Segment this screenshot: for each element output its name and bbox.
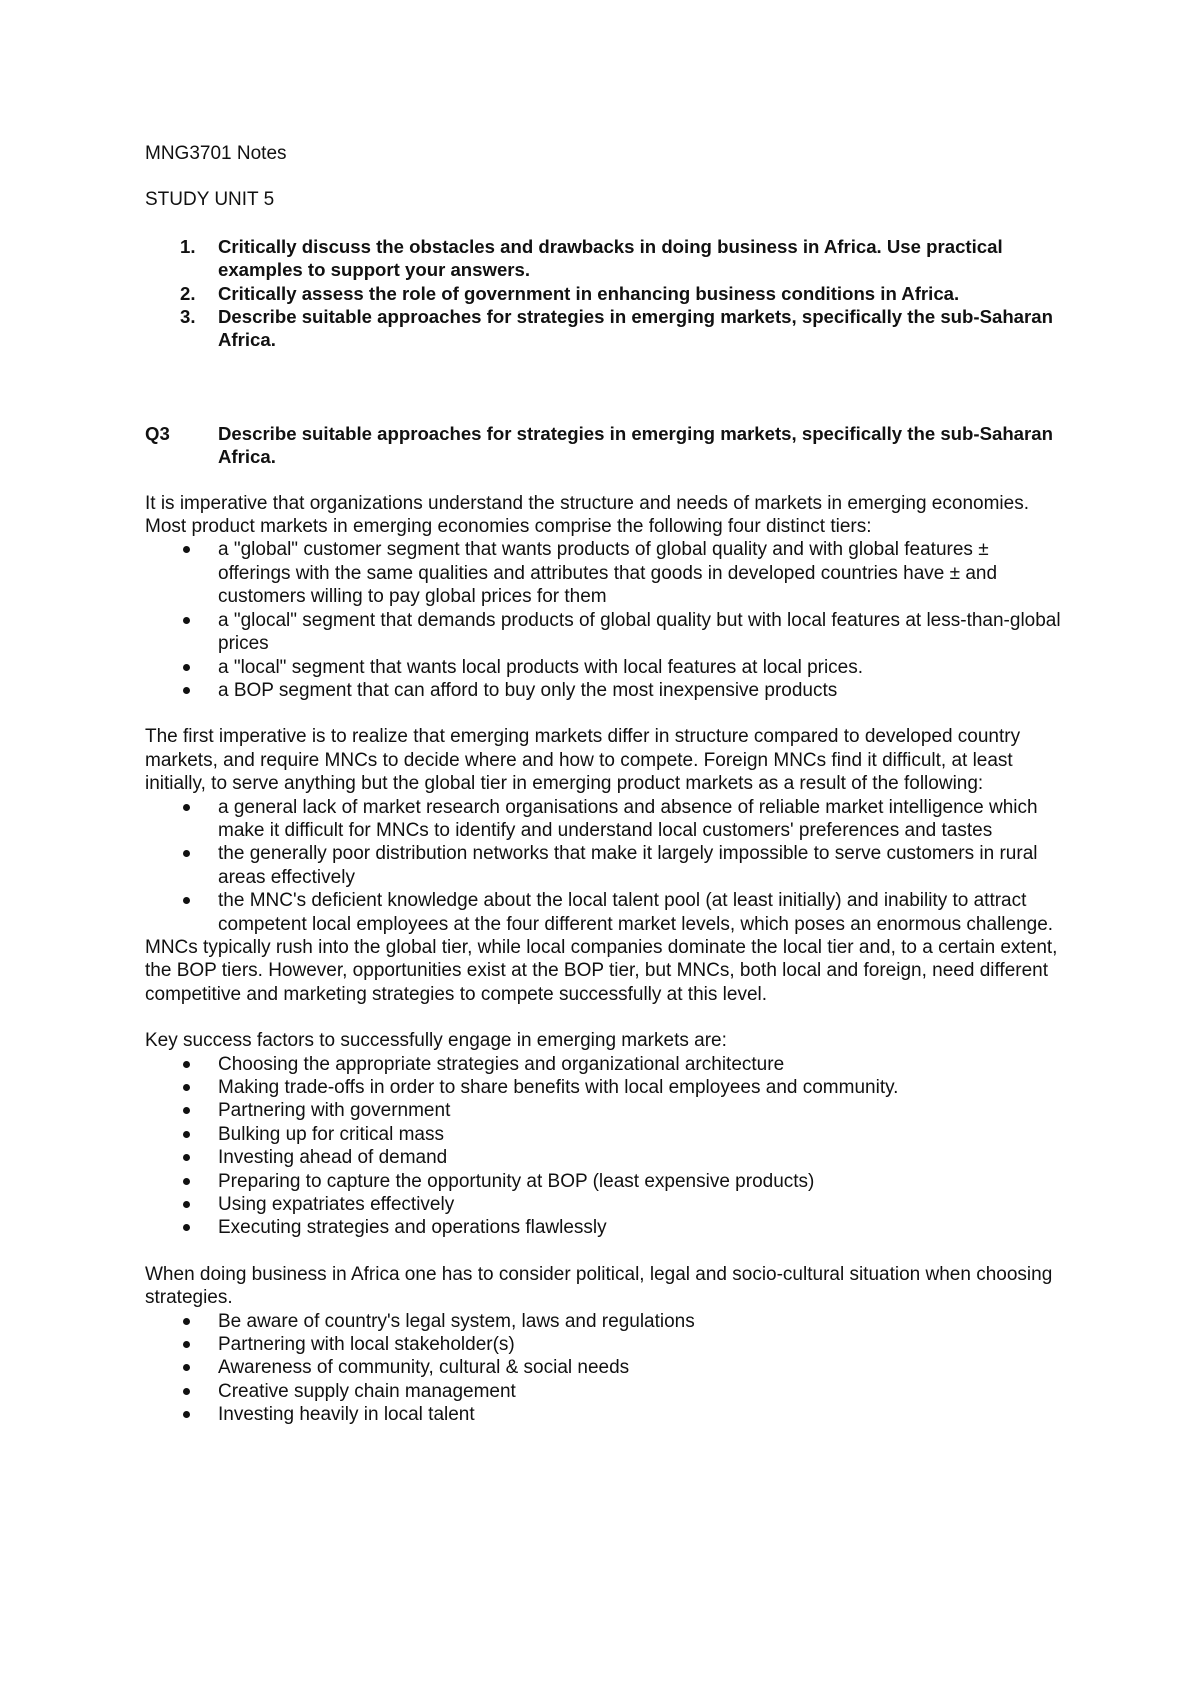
list-item — [145, 656, 1065, 679]
spacer — [145, 212, 1065, 235]
list-item — [145, 1053, 1065, 1076]
bullet-icon — [183, 850, 190, 857]
list-item — [145, 889, 1065, 936]
spacer — [145, 352, 1065, 422]
list-item-text: a BOP segment that can afford to buy only the most inexpensive products — [218, 679, 838, 701]
list-item — [145, 679, 1065, 702]
q3-text: Describe suitable approaches for strategies in emerging markets, specifically the sub-Saharan Africa. — [218, 422, 1053, 468]
paragraph-first-imperative: The first imperative is to realize that emerging markets differ in structure compared to developed country markets, and require MNCs to decide where and how to compete. Foreign MNCs find it difficult, at least initially, to serve anything but the global tier in emerging product markets as a result of the following: — [145, 726, 1021, 795]
bullet-icon — [183, 804, 190, 811]
list-item-text: Using expatriates effectively — [218, 1194, 455, 1216]
list-item-text: a general lack of market research organisations and absence of reliable market intelligence which make it difficult for MNCs to identify and understand local customers' preferences and tastes — [218, 796, 1038, 841]
list-item-text: a "global" customer segment that wants products of global quality and with global features ± offerings with the same qualities and attributes that goods in developed countries have ± and customers willing to pay global prices for them — [218, 539, 998, 608]
list-item-text: Creative supply chain management — [218, 1380, 516, 1402]
question-text: Describe suitable approaches for strategies in emerging markets, specifically the sub-Saharan Africa. — [218, 306, 1053, 351]
q3-label: Q3 — [145, 422, 170, 444]
list-item — [145, 538, 1065, 608]
list-item-text: a "glocal" segment that demands products of global quality but with local features at less-than-global prices — [218, 609, 1061, 655]
bullet-icon — [183, 1201, 190, 1208]
bullet-icon — [183, 664, 190, 671]
list-item — [145, 609, 1065, 656]
bullet-icon — [183, 1178, 190, 1185]
question-number: 1. — [180, 235, 196, 257]
question-item — [145, 282, 1065, 305]
spacer — [145, 1006, 1065, 1029]
bullet-icon — [183, 1364, 190, 1371]
list-item-text: Preparing to capture the opportunity at BOP (least expensive products) — [218, 1170, 815, 1192]
list-item — [145, 1146, 1065, 1169]
bullet-icon — [183, 1131, 190, 1138]
question-text: Critically assess the role of government in enhancing business conditions in Africa. — [218, 282, 960, 304]
difficulties-list — [145, 796, 1065, 936]
bullet-icon — [183, 1318, 190, 1325]
list-item — [145, 1403, 1065, 1426]
bullet-icon — [183, 687, 190, 694]
list-item — [145, 1099, 1065, 1122]
list-item-text: Partnering with government — [218, 1100, 451, 1122]
list-item — [145, 1216, 1065, 1239]
bullet-icon — [183, 1154, 190, 1161]
list-item — [145, 1193, 1065, 1216]
list-item-text: Executing strategies and operations flawlessly — [218, 1217, 607, 1239]
question-list — [145, 235, 1065, 352]
question-number: 3. — [180, 306, 196, 328]
list-item — [145, 1356, 1065, 1379]
list-item-text: Awareness of community, cultural & social needs — [218, 1357, 630, 1379]
bullet-icon — [183, 1224, 190, 1231]
paragraph-mnc-tiers: MNCs typically rush into the global tier, while local companies dominate the local tier and, to a certain extent, the BOP tiers. However, opportunities exist at the BOP tier, but MNCs, both local and foreign, need different competitive and marketing strategies to compete successfully at this level. — [145, 936, 1058, 1005]
paragraph-success-factors: Key success factors to successfully engage in emerging markets are: — [145, 1030, 727, 1052]
list-item — [145, 1333, 1065, 1356]
bullet-icon — [183, 1411, 190, 1418]
bullet-icon — [183, 897, 190, 904]
list-item-text: Investing heavily in local talent — [218, 1404, 475, 1426]
list-item — [145, 1310, 1065, 1333]
tiers-list — [145, 538, 1065, 702]
bullet-icon — [183, 1388, 190, 1395]
bullet-icon — [183, 1341, 190, 1348]
list-item-text: Making trade-offs in order to share benefits with local employees and community. — [218, 1077, 899, 1098]
list-item-text: Choosing the appropriate strategies and organizational architecture — [218, 1053, 785, 1075]
success-factors-list — [145, 1053, 1065, 1240]
paragraph-africa-considerations: When doing business in Africa one has to consider political, legal and socio-cultural situation when choosing strategies. — [145, 1263, 1053, 1309]
spacer — [145, 165, 1065, 188]
list-item — [145, 1076, 1065, 1099]
q3-heading — [145, 422, 1065, 469]
paragraph-market-tiers: It is imperative that organizations understand the structure and needs of markets in emerging economies. Most product markets in emerging economies comprise the following four distinct tiers: — [145, 492, 1029, 538]
list-item-text: Be aware of country's legal system, laws and regulations — [218, 1310, 695, 1332]
africa-considerations-list — [145, 1310, 1065, 1427]
list-item — [145, 1170, 1065, 1193]
question-number: 2. — [180, 282, 196, 304]
list-item-text: the MNC's deficient knowledge about the local talent pool (at least initially) and inability to attract competent local employees at the four different market levels, which poses an enormous challenge. — [218, 890, 1054, 935]
list-item-text: Investing ahead of demand — [218, 1147, 448, 1169]
study-unit-heading: STUDY UNIT 5 — [145, 189, 275, 211]
list-item-text: Bulking up for critical mass — [218, 1123, 444, 1145]
list-item-text: a "local" segment that wants local products with local features at local prices. — [218, 656, 864, 678]
bullet-icon — [183, 617, 190, 624]
spacer — [145, 702, 1065, 725]
list-item-text: Partnering with local stakeholder(s) — [218, 1334, 515, 1356]
spacer — [145, 469, 1065, 492]
question-item — [145, 305, 1065, 352]
spacer — [145, 1240, 1065, 1263]
bullet-icon — [183, 1084, 190, 1091]
list-item — [145, 1123, 1065, 1146]
bullet-icon — [183, 1107, 190, 1114]
bullet-icon — [183, 546, 190, 553]
document-title: MNG3701 Notes — [145, 143, 287, 164]
list-item — [145, 842, 1065, 889]
list-item-text: the generally poor distribution networks that make it largely impossible to serve customers in rural areas effectively — [218, 843, 1038, 888]
list-item — [145, 796, 1065, 843]
question-text: Critically discuss the obstacles and drawbacks in doing business in Africa. Use practical examples to support your answers. — [218, 235, 1003, 281]
bullet-icon — [183, 1061, 190, 1068]
question-item — [145, 235, 1065, 282]
document-page — [145, 142, 1065, 1427]
list-item — [145, 1380, 1065, 1403]
